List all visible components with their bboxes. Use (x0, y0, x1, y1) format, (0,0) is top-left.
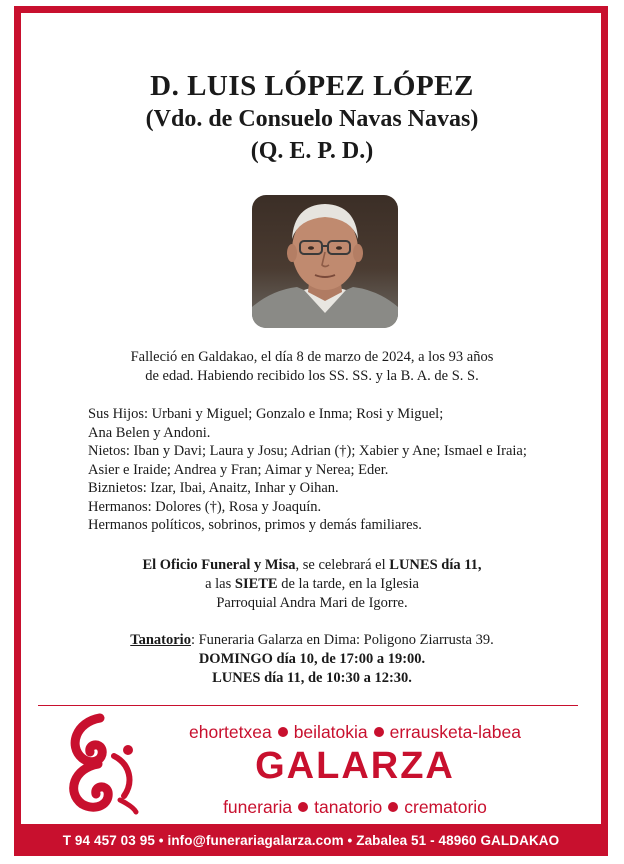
bullet-icon (374, 727, 384, 737)
contact-text: T 94 457 03 95 • info@funerariagalarza.com • Zabalea 51 - 48960 GALDAKAO (62, 832, 560, 848)
divider-line (38, 705, 578, 706)
service-funeraria: funeraria (223, 797, 293, 817)
service-beilatokia: beilatokia (293, 722, 368, 742)
funeral-line-2 (0, 575, 624, 594)
funeral-text: , se celebrará el (295, 557, 390, 573)
portrait-photo (252, 195, 398, 328)
tanatorio-monday: LUNES día 11, de 10:30 a 12:30. (212, 670, 412, 686)
funeral-line-1 (0, 556, 624, 575)
tanatorio-address: : Funeraria Galarza en Dima: Poligono Ziarrusta 39. (190, 632, 494, 648)
service-ehortetxea: ehortetxea (189, 722, 272, 742)
service-crematorio: crematorio (404, 797, 487, 817)
service-errausketa: errausketa-labea (389, 722, 521, 742)
galarza-logo-icon (58, 712, 142, 816)
widower-line: (Vdo. de Consuelo Navas Navas) (145, 106, 479, 132)
tanatorio-line-1 (0, 631, 624, 650)
funeral-info (0, 556, 624, 613)
service-tanatorio: tanatorio (314, 797, 383, 817)
bullet-icon (298, 802, 308, 812)
family-line: Hermanos: Dolores (†), Rosa y Joaquín. (88, 498, 322, 515)
family-line: Asier e Iraide; Andrea y Fran; Aimar y Nerea; Eder. (88, 461, 389, 478)
contact-footer (14, 824, 608, 856)
tanatorio-sunday: DOMINGO día 10, de 17:00 a 19:00. (198, 651, 426, 667)
funeral-time-post: de la tarde, en la Iglesia (277, 576, 419, 592)
tanatorio-info (0, 631, 624, 688)
brand-services-top (140, 722, 570, 743)
family-line: Ana Belen y Andoni. (88, 424, 211, 441)
family-line: Biznietos: Izar, Ibai, Anaitz, Inhar y Oihan. (88, 480, 339, 496)
funeral-time: SIETE (234, 576, 278, 592)
rip-line: (Q. E. P. D.) (250, 138, 374, 164)
funeral-day: LUNES día 11, (389, 557, 482, 573)
funeral-line-3: Parroquial Andra Mari de Igorre. (216, 595, 408, 611)
family-list (88, 405, 568, 535)
family-line: Nietos: Iban y Davi; Laura y Josu; Adrian (†); Xabier y Ane; Ismael e Iraia; (88, 443, 527, 459)
tanatorio-label: Tanatorio (130, 632, 191, 648)
brand-name: GALARZA (255, 745, 455, 787)
bullet-icon (278, 727, 288, 737)
bullet-icon (388, 802, 398, 812)
funeral-mass-label: El Oficio Funeral y Misa (142, 557, 296, 573)
brand-services-bottom (140, 797, 570, 818)
death-notice (0, 348, 624, 386)
family-line: Sus Hijos: Urbani y Miguel; Gonzalo e Inma; Rosi y Miguel; (88, 406, 444, 422)
family-line: Hermanos políticos, sobrinos, primos y demás familiares. (88, 517, 422, 533)
death-line-1: Falleció en Galdakao, el día 8 de marzo de 2024, a los 93 años (130, 349, 494, 365)
funeral-time-pre: a las (205, 576, 235, 592)
death-line-2: de edad. Habiendo recibido los SS. SS. y la B. A. de S. S. (145, 368, 479, 384)
deceased-name: D. LUIS LÓPEZ LÓPEZ (150, 70, 474, 102)
